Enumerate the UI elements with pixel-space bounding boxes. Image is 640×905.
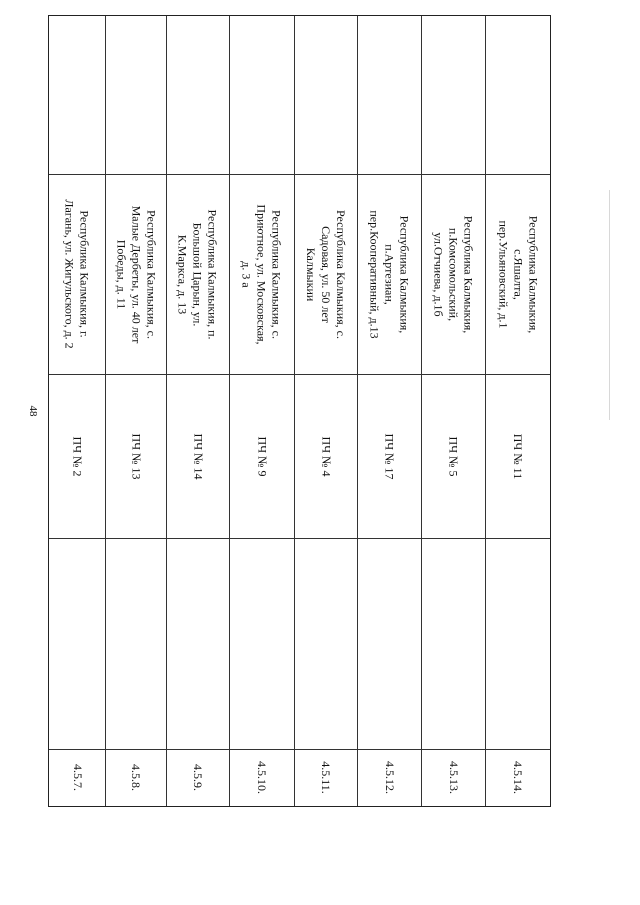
row-2-unit-cell <box>105 374 166 538</box>
row-4-num-cell <box>229 749 294 806</box>
fire-unit-name: ПЧ № 9 <box>254 436 269 476</box>
row-5-address-cell <box>294 174 357 374</box>
row-number: 4.5.12. <box>382 761 397 794</box>
address-line: Республика Калмыкия, с. <box>270 209 285 339</box>
row-7-num-cell <box>421 749 485 806</box>
address-line: пер.Кооперативный, д.13 <box>367 209 382 339</box>
address-line: Приютное, ул. Московская, <box>255 203 270 345</box>
address-line: с.Яшалта, <box>511 248 525 300</box>
fire-stations-table <box>48 15 551 807</box>
address-line: Республика Калмыкия, <box>461 215 476 333</box>
row-8-address-cell <box>485 174 550 374</box>
address-line: Садовая, ул. 50 лет <box>319 225 334 323</box>
address-line: Республика Калмыкия, <box>526 215 540 333</box>
address-line: Малые Дербеты, ул. 40 лет <box>129 205 143 343</box>
fire-unit-name: ПЧ № 14 <box>190 433 205 479</box>
row-1-address-cell <box>49 174 105 374</box>
station-address <box>431 215 476 333</box>
row-6-unit-cell <box>357 374 421 538</box>
row-4-unit-cell <box>229 374 294 538</box>
fire-unit-name: ПЧ № 17 <box>382 433 397 479</box>
address-line: пер.Ульяновский, д.1 <box>496 220 510 328</box>
row-8-unit-cell <box>485 374 550 538</box>
address-line: Победы, д. 11 <box>114 239 128 309</box>
station-address <box>303 210 348 339</box>
row-6-num-cell <box>357 749 421 806</box>
row-number: 4.5.13. <box>446 761 461 794</box>
address-line: Республика Калмыкия, с. <box>144 209 158 339</box>
fire-unit-name: ПЧ № 2 <box>70 436 85 476</box>
address-line: п.Комсомольский, <box>446 227 461 321</box>
row-number: 4.5.11. <box>319 761 333 794</box>
row-1-unit-cell <box>49 374 105 538</box>
row-5-unit-cell <box>294 374 357 538</box>
row-number: 4.5.10. <box>255 761 269 794</box>
fire-unit-name: ПЧ № 13 <box>128 433 143 479</box>
fire-unit-name: ПЧ № 5 <box>446 436 461 476</box>
row-2-num-cell <box>105 749 166 806</box>
station-address <box>62 199 92 348</box>
fire-unit-name: ПЧ № 11 <box>511 433 525 479</box>
row-2-address-cell <box>105 174 166 374</box>
address-line: Республика Калмыкия, п. <box>206 208 221 340</box>
address-line: Республика Калмыкия, г. <box>78 210 92 338</box>
address-line: Республика Калмыкия, с. <box>334 209 349 339</box>
row-4-address-cell <box>229 174 294 374</box>
station-address <box>113 205 158 343</box>
row-8-num-cell <box>485 749 550 806</box>
row-5-num-cell <box>294 749 357 806</box>
station-address <box>239 204 284 344</box>
address-line: ул.Отчиева, д.1б <box>431 231 446 317</box>
address-line: п.Артезиан, <box>382 243 397 305</box>
address-line: Большой Царын, ул. <box>191 222 206 326</box>
row-number: 4.5.14. <box>511 761 525 794</box>
row-7-address-cell <box>421 174 485 374</box>
row-6-address-cell <box>357 174 421 374</box>
row-3-address-cell <box>166 174 229 374</box>
address-line: Лагань, ул. Жигульского, д. 2 <box>63 199 77 349</box>
row-3-unit-cell <box>166 374 229 538</box>
station-address <box>495 215 540 333</box>
address-line: К.Маркса, д. 13 <box>176 234 191 314</box>
address-line: Республика Калмыкия, <box>397 215 412 333</box>
address-line: Калмыкии <box>304 247 319 301</box>
row-1-num-cell <box>49 749 105 806</box>
row-7-unit-cell <box>421 374 485 538</box>
fire-unit-name: ПЧ № 4 <box>318 436 333 476</box>
row-number: 4.5.8. <box>129 764 143 791</box>
row-number: 4.5.7. <box>70 764 85 791</box>
row-3-num-cell <box>166 749 229 806</box>
address-line: д. 3 а <box>240 260 255 288</box>
page-number: 48 <box>27 405 39 417</box>
station-address <box>367 210 412 338</box>
station-address <box>175 209 220 339</box>
margin-rule <box>609 190 610 420</box>
row-number: 4.5.9. <box>191 764 205 791</box>
